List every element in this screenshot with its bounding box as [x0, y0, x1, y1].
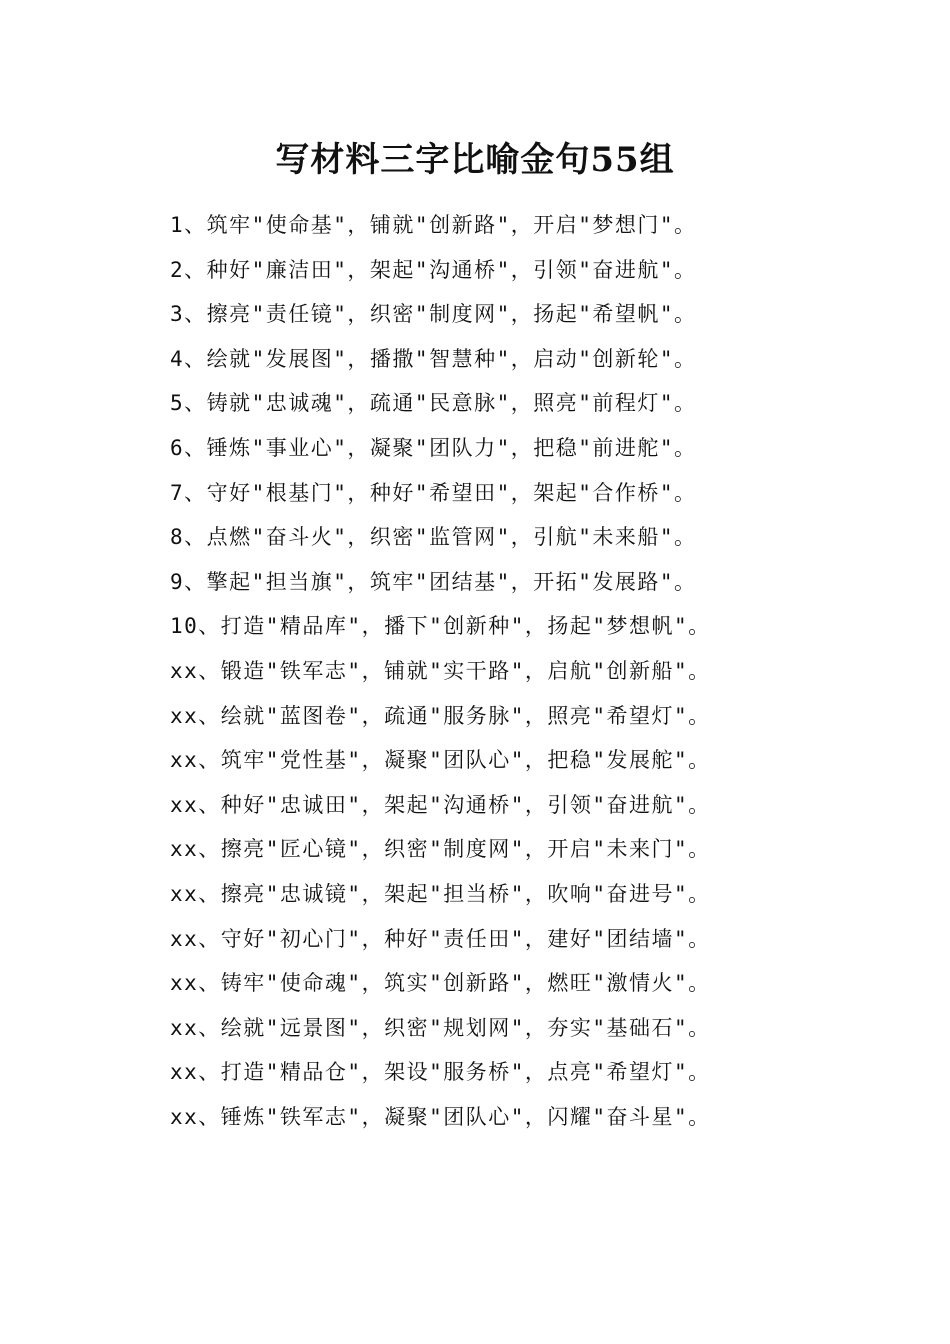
sentence-line: 10、打造"精品库"，播下"创新种"，扬起"梦想帆"。: [170, 614, 711, 639]
sentence-line: 9、擎起"担当旗"，筑牢"团结基"，开拓"发展路"。: [170, 569, 697, 594]
sentence-line: xx、筑牢"党性基"，凝聚"团队心"，把稳"发展舵"。: [170, 748, 711, 773]
sentence-line: xx、绘就"蓝图卷"，疏通"服务脉"，照亮"希望灯"。: [170, 703, 711, 728]
sentence-line: xx、锻造"铁军志"，铺就"实干路"，启航"创新船"。: [170, 658, 711, 683]
sentence-line: 2、种好"廉洁田"，架起"沟通桥"，引领"奋进航"。: [170, 257, 697, 282]
sentence-line: xx、擦亮"忠诚镜"，架起"担当桥"，吹响"奋进号"。: [170, 881, 711, 906]
sentence-line: xx、守好"初心门"，种好"责任田"，建好"团结墙"。: [170, 926, 711, 951]
sentence-line: xx、打造"精品仓"，架设"服务桥"，点亮"希望灯"。: [170, 1060, 711, 1085]
sentence-line: xx、铸牢"使命魂"，筑实"创新路"，燃旺"激情火"。: [170, 971, 711, 996]
sentence-line: 3、擦亮"责任镜"，织密"制度网"，扬起"希望帆"。: [170, 302, 697, 327]
sentence-line: 5、铸就"忠诚魂"，疏通"民意脉"，照亮"前程灯"。: [170, 391, 697, 416]
sentence-line: xx、种好"忠诚田"，架起"沟通桥"，引领"奋进航"。: [170, 792, 711, 817]
sentence-line: 6、锤炼"事业心"，凝聚"团队力"，把稳"前进舵"。: [170, 435, 697, 460]
sentence-line: xx、擦亮"匠心镜"，织密"制度网"，开启"未来门"。: [170, 837, 711, 862]
sentence-line: xx、绘就"远景图"，织密"规划网"，夯实"基础石"。: [170, 1015, 711, 1040]
document-title: 写材料三字比喻金句55组: [275, 140, 675, 180]
sentence-line: 1、筑牢"使命基"，铺就"创新路"，开启"梦想门"。: [170, 213, 697, 237]
sentence-line: xx、锤炼"铁军志"，凝聚"团队心"，闪耀"奋斗星"。: [170, 1104, 711, 1129]
sentence-list: [170, 203, 930, 1139]
sentence-line: 8、点燃"奋斗火"，织密"监管网"，引航"未来船"。: [170, 525, 697, 550]
sentence-line: 4、绘就"发展图"，播撒"智慧种"，启动"创新轮"。: [170, 346, 697, 371]
sentence-line: 7、守好"根基门"，种好"希望田"，架起"合作桥"。: [170, 480, 697, 505]
